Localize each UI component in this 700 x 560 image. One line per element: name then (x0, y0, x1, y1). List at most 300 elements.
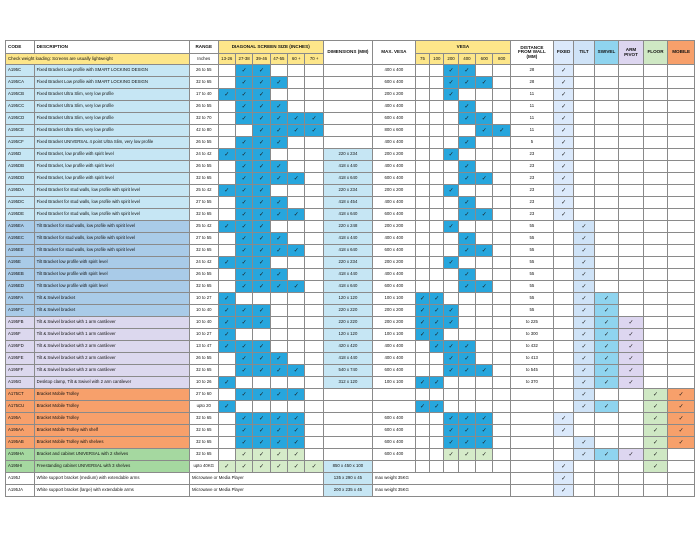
check-mark-icon: ✓ (464, 427, 470, 434)
floor-cell (643, 173, 668, 185)
swivel-cell (594, 149, 619, 161)
floor-cell (643, 245, 668, 257)
max-vesa-cell: 400 x 400 (372, 65, 415, 77)
screen-size-cell (270, 293, 287, 305)
check-mark-icon: ✓ (258, 463, 265, 470)
swivel-cell (594, 437, 619, 449)
arm-pivot-cell (619, 437, 644, 449)
floor-cell (643, 185, 668, 197)
screen-range: 27 to 55 (189, 197, 218, 209)
vesa-cell (476, 185, 493, 197)
screen-size-cell (288, 293, 305, 305)
vesa-cell (493, 269, 510, 281)
vesa-cell (458, 161, 475, 173)
dimensions-cell: 220 x 248 (323, 221, 372, 233)
check-mark-icon: ✓ (311, 115, 317, 122)
header-code: CODE (6, 41, 35, 54)
vesa-cell (458, 197, 475, 209)
product-description: White support bracket (medium) with extendable arms (34, 473, 189, 485)
vesa-cell (430, 65, 444, 77)
vesa-cell (415, 101, 429, 113)
screen-range: 10 to 27 (189, 329, 218, 341)
vesa-cell (476, 353, 493, 365)
dimensions-cell: 135 x 290 x 45 (323, 473, 372, 485)
tilt-cell (574, 401, 594, 413)
product-code: A175CU (6, 401, 35, 413)
vesa-cell (415, 341, 429, 353)
vesa-cell (476, 317, 493, 329)
check-mark-icon: ✓ (448, 439, 454, 446)
screen-size-cell (288, 413, 305, 425)
table-row (6, 329, 695, 341)
screen-size-cell (235, 317, 252, 329)
max-vesa-cell: 600 x 400 (372, 173, 415, 185)
size-col-header: 47-55 (270, 54, 287, 65)
max-vesa-cell: 100 x 100 (372, 329, 415, 341)
product-description: Fixed Bracket, low profile with spirit level (34, 161, 189, 173)
tilt-cell (574, 149, 594, 161)
check-mark-icon: ✓ (258, 139, 265, 146)
max-vesa-cell: 600 x 400 (372, 209, 415, 221)
product-description: Fixed Bracket Ultra Slim, very low profile (34, 101, 189, 113)
vesa-cell (476, 305, 493, 317)
check-mark-icon: ✓ (258, 199, 265, 206)
check-mark-icon: ✓ (603, 451, 609, 458)
vesa-col-header: 200 (444, 54, 458, 65)
screen-size-cell (305, 65, 323, 77)
header-distance-from-wall: DISTANCE FROM WALL (MM) (510, 41, 553, 65)
screen-range: upto 40KG (189, 461, 218, 473)
fixed-cell (553, 185, 573, 197)
screen-size-cell (218, 377, 235, 389)
screen-size-cell (288, 233, 305, 245)
vesa-cell (476, 245, 493, 257)
check-mark-icon: ✓ (464, 211, 470, 218)
dimensions-cell: 418 x 640 (323, 281, 372, 293)
check-mark-icon: ✓ (241, 91, 247, 98)
table-row (6, 389, 695, 401)
check-mark-icon: ✓ (464, 367, 470, 374)
vesa-cell (458, 329, 475, 341)
screen-size-cell (288, 305, 305, 317)
vesa-cell (458, 125, 475, 137)
vesa-cell (493, 149, 510, 161)
screen-size-cell (253, 77, 270, 89)
product-code: A195FA (6, 293, 35, 305)
screen-size-cell (235, 329, 252, 341)
screen-size-cell (305, 89, 323, 101)
screen-size-cell (270, 185, 287, 197)
product-code: A195FE (6, 353, 35, 365)
fixed-cell (553, 305, 573, 317)
vesa-cell (458, 149, 475, 161)
screen-size-cell (270, 233, 287, 245)
max-vesa-cell: 400 x 400 (372, 233, 415, 245)
vesa-cell (430, 137, 444, 149)
vesa-cell (430, 161, 444, 173)
max-vesa-cell: 200 x 200 (372, 317, 415, 329)
fixed-cell (553, 209, 573, 221)
table-row (6, 173, 695, 185)
vesa-cell (458, 221, 475, 233)
check-mark-icon: ✓ (293, 283, 299, 290)
product-code: A195DE (6, 209, 35, 221)
check-mark-icon: ✓ (481, 175, 487, 182)
product-code: A195F (6, 329, 35, 341)
check-mark-icon: ✓ (434, 379, 440, 386)
screen-size-cell (218, 137, 235, 149)
vesa-cell (476, 437, 493, 449)
vesa-cell (430, 221, 444, 233)
floor-cell (643, 233, 668, 245)
screen-size-cell (305, 329, 323, 341)
screen-size-cell (305, 221, 323, 233)
check-mark-icon: ✓ (241, 271, 247, 278)
check-mark-icon: ✓ (293, 247, 299, 254)
vesa-cell (444, 221, 458, 233)
distance-cell: 28 (510, 77, 553, 89)
vesa-cell (493, 377, 510, 389)
fixed-cell (553, 353, 573, 365)
check-mark-icon: ✓ (561, 487, 567, 494)
table-row (6, 401, 695, 413)
check-mark-icon: ✓ (581, 343, 587, 350)
arm-pivot-cell (619, 341, 644, 353)
screen-size-cell (305, 317, 323, 329)
vesa-cell (458, 137, 475, 149)
product-description: Fixed Bracket Low profile with SMART LOCKING DESIGN (34, 65, 189, 77)
floor-cell (643, 461, 668, 473)
product-code: A195DD (6, 173, 35, 185)
vesa-cell (415, 437, 429, 449)
check-mark-icon: ✓ (293, 115, 299, 122)
dimensions-cell: 418 x 640 (323, 209, 372, 221)
check-mark-icon: ✓ (258, 175, 265, 182)
screen-range: 26 to 55 (189, 65, 218, 77)
vesa-cell (458, 245, 475, 257)
arm-pivot-cell (619, 401, 644, 413)
screen-size-cell (253, 413, 270, 425)
screen-size-cell (305, 437, 323, 449)
arm-pivot-cell (619, 473, 644, 485)
check-mark-icon: ✓ (603, 355, 609, 362)
check-mark-icon: ✓ (581, 355, 587, 362)
max-vesa-cell: 600 x 400 (372, 449, 415, 461)
screen-size-cell (253, 89, 270, 101)
fixed-cell (553, 461, 573, 473)
vesa-cell (493, 437, 510, 449)
screen-size-cell (305, 305, 323, 317)
vesa-cell (444, 209, 458, 221)
vesa-cell (493, 113, 510, 125)
swivel-cell (594, 413, 619, 425)
screen-size-cell (253, 401, 270, 413)
check-mark-icon: ✓ (224, 187, 230, 194)
dimensions-cell (323, 389, 372, 401)
vesa-cell (476, 197, 493, 209)
check-mark-icon: ✓ (241, 151, 247, 158)
vesa-cell (493, 257, 510, 269)
product-code: A195G (6, 377, 35, 389)
check-mark-icon: ✓ (448, 79, 454, 86)
vesa-cell (476, 269, 493, 281)
screen-size-cell (218, 389, 235, 401)
screen-size-cell (305, 233, 323, 245)
vesa-cell (444, 173, 458, 185)
vesa-cell (493, 329, 510, 341)
screen-range: 27 to 55 (189, 233, 218, 245)
vesa-cell (415, 401, 429, 413)
check-mark-icon: ✓ (224, 343, 230, 350)
table-row (6, 77, 695, 89)
screen-size-cell (253, 173, 270, 185)
product-description: Desktop clamp, Tilt & Swivel with 2 arm cantilever (34, 377, 189, 389)
tilt-cell (574, 329, 594, 341)
check-mark-icon: ✓ (419, 295, 425, 302)
screen-size-cell (218, 185, 235, 197)
screen-size-cell (305, 125, 323, 137)
check-mark-icon: ✓ (276, 235, 282, 242)
distance-cell: to 225 (510, 317, 553, 329)
vesa-cell (444, 269, 458, 281)
fixed-cell (553, 401, 573, 413)
check-mark-icon: ✓ (561, 163, 567, 170)
screen-size-cell (305, 425, 323, 437)
screen-size-cell (288, 185, 305, 197)
screen-size-cell (288, 245, 305, 257)
floor-cell (643, 125, 668, 137)
fixed-cell (553, 77, 573, 89)
check-mark-icon: ✓ (603, 403, 609, 410)
vesa-cell (415, 461, 429, 473)
screen-size-cell (305, 353, 323, 365)
screen-size-cell (270, 317, 287, 329)
screen-size-cell (253, 461, 270, 473)
product-description: Fixed Bracket UNIVERSAL 4 point Ultra Slim, very low profile (34, 137, 189, 149)
tilt-cell (574, 197, 594, 209)
check-mark-icon: ✓ (448, 343, 454, 350)
vesa-cell (476, 449, 493, 461)
vesa-cell (493, 125, 510, 137)
mobile-cell (668, 365, 695, 377)
screen-size-cell (270, 425, 287, 437)
vesa-cell (493, 449, 510, 461)
tilt-cell (574, 185, 594, 197)
check-mark-icon: ✓ (419, 403, 425, 410)
size-col-header: 13-26 (218, 54, 235, 65)
vesa-cell (458, 233, 475, 245)
dimensions-cell: 418 x 440 (323, 233, 372, 245)
screen-size-cell (253, 221, 270, 233)
max-vesa-cell: 200 x 200 (372, 257, 415, 269)
vesa-cell (493, 77, 510, 89)
vesa-cell (493, 173, 510, 185)
check-mark-icon: ✓ (258, 223, 265, 230)
vesa-cell (458, 305, 475, 317)
vesa-cell (458, 281, 475, 293)
vesa-cell (430, 209, 444, 221)
distance-cell: 5 (510, 137, 553, 149)
swivel-cell (594, 425, 619, 437)
header-diagonal-size: DIAGONAL SCREEN SIZE (INCHES) (218, 41, 323, 54)
vesa-cell (458, 77, 475, 89)
swivel-cell (594, 281, 619, 293)
arm-pivot-cell (619, 113, 644, 125)
screen-size-cell (235, 257, 252, 269)
check-mark-icon: ✓ (258, 271, 265, 278)
check-mark-icon: ✓ (448, 67, 454, 74)
tilt-cell (574, 245, 594, 257)
screen-range: 32 to 65 (189, 209, 218, 221)
fixed-cell (553, 137, 573, 149)
check-mark-icon: ✓ (581, 247, 587, 254)
vesa-cell (476, 89, 493, 101)
check-mark-icon: ✓ (464, 439, 470, 446)
screen-size-cell (218, 101, 235, 113)
mobile-cell (668, 137, 695, 149)
check-mark-icon: ✓ (448, 91, 454, 98)
check-mark-icon: ✓ (258, 415, 265, 422)
check-mark-icon: ✓ (276, 127, 282, 134)
screen-size-cell (305, 413, 323, 425)
distance-cell: 23 (510, 197, 553, 209)
check-mark-icon: ✓ (499, 127, 505, 134)
vesa-cell (493, 65, 510, 77)
screen-size-cell (235, 293, 252, 305)
mobile-cell (668, 437, 695, 449)
screen-size-cell (253, 377, 270, 389)
screen-size-cell (288, 389, 305, 401)
vesa-cell (476, 77, 493, 89)
vesa-cell (430, 233, 444, 245)
check-mark-icon: ✓ (481, 415, 487, 422)
screen-range: Microwave or Media Player (189, 485, 323, 497)
vesa-cell (430, 149, 444, 161)
table-row (6, 437, 695, 449)
vesa-cell (430, 401, 444, 413)
vesa-cell (493, 317, 510, 329)
screen-size-cell (305, 245, 323, 257)
screen-size-cell (305, 449, 323, 461)
dimensions-cell (323, 101, 372, 113)
vesa-cell (493, 341, 510, 353)
screen-size-cell (218, 221, 235, 233)
dimensions-cell (323, 77, 372, 89)
dimensions-cell: 220 x 220 (323, 305, 372, 317)
table-row (6, 473, 695, 485)
vesa-cell (430, 89, 444, 101)
vesa-cell (493, 245, 510, 257)
distance-cell: to 370 (510, 377, 553, 389)
screen-size-cell (253, 149, 270, 161)
swivel-cell (594, 485, 619, 497)
screen-range: 32 to 65 (189, 425, 218, 437)
mobile-cell (668, 473, 695, 485)
vesa-cell (430, 197, 444, 209)
check-mark-icon: ✓ (276, 163, 282, 170)
screen-range: 24 to 42 (189, 257, 218, 269)
check-mark-icon: ✓ (241, 79, 247, 86)
screen-size-cell (218, 317, 235, 329)
screen-size-cell (288, 365, 305, 377)
check-mark-icon: ✓ (241, 199, 247, 206)
screen-size-cell (218, 305, 235, 317)
screen-size-cell (235, 77, 252, 89)
vesa-cell (458, 257, 475, 269)
screen-size-cell (218, 89, 235, 101)
screen-size-cell (305, 281, 323, 293)
max-vesa-cell: 600 x 400 (372, 365, 415, 377)
distance-cell: 23 (510, 149, 553, 161)
vesa-cell (493, 209, 510, 221)
vesa-cell (458, 113, 475, 125)
vesa-col-header: 100 (430, 54, 444, 65)
check-mark-icon: ✓ (581, 223, 587, 230)
check-mark-icon: ✓ (276, 283, 282, 290)
mobile-cell (668, 65, 695, 77)
vesa-cell (493, 101, 510, 113)
screen-size-cell (288, 341, 305, 353)
screen-size-cell (218, 233, 235, 245)
vesa-cell (476, 149, 493, 161)
screen-size-cell (270, 329, 287, 341)
vesa-cell (444, 65, 458, 77)
mobile-cell (668, 401, 695, 413)
swivel-cell (594, 377, 619, 389)
arm-pivot-cell (619, 353, 644, 365)
check-mark-icon: ✓ (628, 367, 634, 374)
table-row (6, 209, 695, 221)
product-code: A195DA (6, 185, 35, 197)
product-code: A195DC (6, 197, 35, 209)
screen-size-cell (270, 245, 287, 257)
check-mark-icon: ✓ (581, 307, 587, 314)
screen-size-cell (235, 425, 252, 437)
dimensions-cell: 220 x 220 (323, 317, 372, 329)
swivel-cell (594, 329, 619, 341)
distance-cell: 55 (510, 269, 553, 281)
vesa-cell (444, 197, 458, 209)
dimensions-cell: 220 x 234 (323, 257, 372, 269)
header-row (6, 41, 695, 54)
vesa-cell (415, 269, 429, 281)
screen-size-cell (305, 197, 323, 209)
vesa-cell (476, 113, 493, 125)
check-mark-icon: ✓ (628, 451, 634, 458)
max-vesa-cell: 100 x 100 (372, 293, 415, 305)
check-mark-icon: ✓ (561, 415, 567, 422)
header-inches: Inches (189, 54, 218, 65)
screen-size-cell (235, 353, 252, 365)
vesa-cell (444, 101, 458, 113)
screen-size-cell (218, 149, 235, 161)
check-mark-icon: ✓ (448, 451, 454, 458)
distance-cell: 11 (510, 89, 553, 101)
product-description: Fixed Bracket for stud walls, low profile with spirit level (34, 197, 189, 209)
screen-size-cell (253, 341, 270, 353)
distance-cell: 23 (510, 209, 553, 221)
arm-pivot-cell (619, 317, 644, 329)
tilt-cell (574, 377, 594, 389)
screen-size-cell (235, 413, 252, 425)
floor-cell (643, 437, 668, 449)
mobile-cell (668, 413, 695, 425)
vesa-cell (430, 257, 444, 269)
arm-pivot-cell (619, 377, 644, 389)
dimensions-cell: 312 x 120 (323, 377, 372, 389)
product-description: Tilt & Swivel bracket with 2 arm cantilever (34, 365, 189, 377)
mobile-cell (668, 161, 695, 173)
